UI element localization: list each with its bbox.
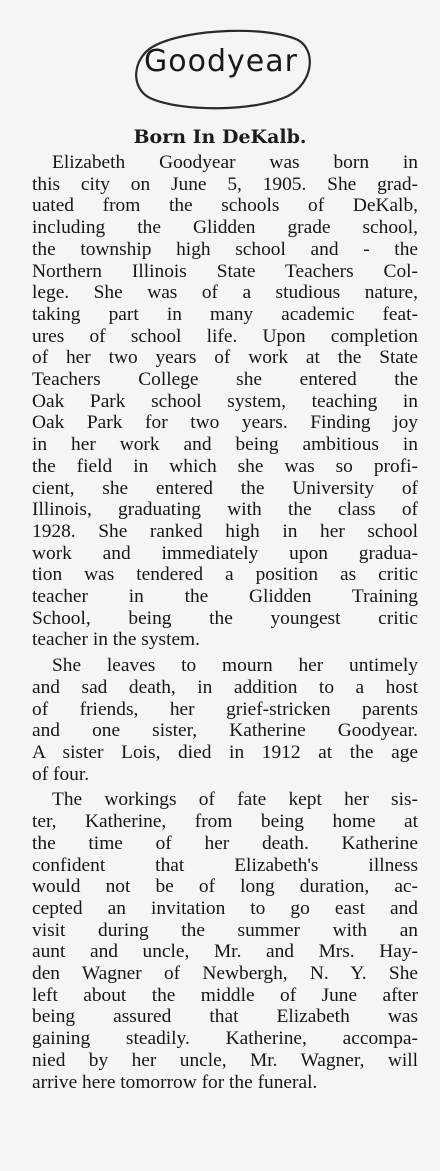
text-line: arrive here tomorrow for the funeral. xyxy=(32,1071,318,1093)
text-line: the township high school and - the xyxy=(32,238,418,260)
text-line: nied by her uncle, Mr. Wagner, will xyxy=(32,1049,418,1071)
text-line: Illinois, graduating with the class of xyxy=(32,499,418,521)
text-line: den Wagner of Newbergh, N. Y. She xyxy=(32,963,418,985)
article-body xyxy=(32,152,418,1093)
article-paragraph xyxy=(32,152,418,651)
text-line: 1928. She ranked high in her school xyxy=(32,520,418,542)
handwritten-name: Goodyear xyxy=(144,44,298,79)
text-line: ures of school life. Upon completion xyxy=(32,325,418,347)
text-line: of four. xyxy=(32,763,90,785)
text-line: tion was tendered a position as critic xyxy=(32,564,418,586)
text-line: the field in which she was so profi- xyxy=(32,455,418,477)
text-line: The workings of fate kept her sis- xyxy=(52,789,418,811)
text-line: Elizabeth Goodyear was born in xyxy=(52,152,418,173)
article-headline: Born In DeKalb. xyxy=(133,126,307,148)
text-line: left about the middle of June after xyxy=(32,984,418,1006)
text-line: A sister Lois, died in 1912 at the age xyxy=(32,741,418,763)
text-line: She leaves to mourn her untimely xyxy=(52,655,418,677)
text-line: cepted an invitation to go east and xyxy=(32,897,418,919)
text-line: this city on June 5, 1905. She grad- xyxy=(32,173,418,195)
text-line: gaining steadily. Katherine, accompa- xyxy=(32,1028,418,1050)
text-line: and sad death, in addition to a host xyxy=(32,676,418,698)
text-line: in her work and being ambitious in xyxy=(32,434,418,456)
text-line: the time of her death. Katherine xyxy=(32,832,418,854)
text-line: confident that Elizabeth's illness xyxy=(32,854,418,876)
article-paragraph xyxy=(32,789,418,1093)
text-line: lege. She was of a studious nature, xyxy=(32,282,418,304)
text-line: Oak Park school system, teaching in xyxy=(32,390,418,412)
text-line: Northern Illinois State Teachers Col- xyxy=(32,260,418,282)
handwritten-name-tag xyxy=(128,24,314,114)
text-line: teacher in the Glidden Training xyxy=(32,586,418,608)
text-line: of friends, her grief-stricken parents xyxy=(32,698,418,720)
text-line: aunt and uncle, Mr. and Mrs. Hay- xyxy=(32,941,418,963)
text-line: cient, she entered the University of xyxy=(32,477,418,499)
text-line: being assured that Elizabeth was xyxy=(32,1006,418,1028)
text-line: would not be of long duration, ac- xyxy=(32,876,418,898)
text-line: School, being the youngest critic xyxy=(32,607,418,629)
text-line: Teachers College she entered the xyxy=(32,369,418,391)
text-line: taking part in many academic feat- xyxy=(32,303,418,325)
text-line: ter, Katherine, from being home at xyxy=(32,811,418,833)
text-line: of her two years of work at the State xyxy=(32,347,418,369)
text-line: and one sister, Katherine Goodyear. xyxy=(32,720,418,742)
text-line: Oak Park for two years. Finding joy xyxy=(32,412,418,434)
text-line: work and immediately upon gradua- xyxy=(32,542,418,564)
text-line: teacher in the system. xyxy=(32,629,200,651)
text-line: including the Glidden grade school, xyxy=(32,217,418,239)
article-paragraph xyxy=(32,655,418,785)
paragraph-container xyxy=(32,152,418,1093)
text-line: uated from the schools of DeKalb, xyxy=(32,195,418,217)
text-line: visit during the summer with an xyxy=(32,919,418,941)
